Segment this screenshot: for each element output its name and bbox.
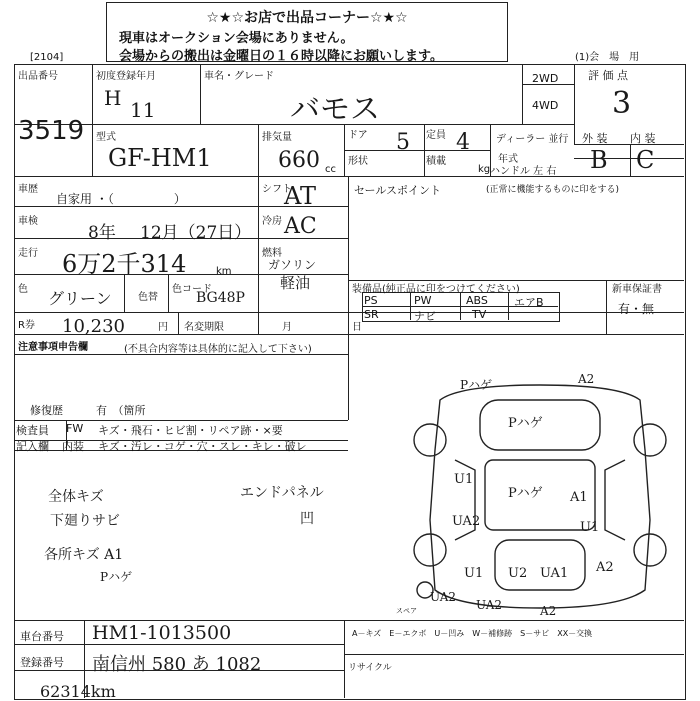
use-label: 自家用 ・（ ） <box>56 192 186 206</box>
shape-label: 形状 <box>348 156 368 167</box>
lot-label: 出品番号 <box>18 71 58 82</box>
seats-value: 4 <box>456 130 470 155</box>
inspection-label: 車検 <box>18 216 38 227</box>
note-6: 凹 <box>300 511 314 527</box>
diagram-mark-15: A2 <box>540 604 557 618</box>
shift-label: シフト <box>262 184 292 195</box>
diagram-mark-11: UA1 <box>540 566 569 581</box>
fuel-label: 燃料 <box>262 248 282 259</box>
mileage-bottom: 62314km <box>40 682 116 701</box>
spare-label: スペア <box>396 607 417 615</box>
diagram-mark-7: U1 <box>580 520 600 535</box>
rating-label: 評 価 点 <box>588 69 628 82</box>
handle-label: ハンドル 左 右 <box>490 166 557 177</box>
diagram-mark-4: U1 <box>454 472 474 487</box>
form-code: [2104] <box>30 52 64 63</box>
name-grade-label: 車名・グレード <box>204 71 274 82</box>
diagram-mark-9: U1 <box>464 566 484 581</box>
km-label: km <box>216 266 232 277</box>
color-code-value: BG48P <box>196 290 245 306</box>
cooling-label: 冷房 <box>262 216 282 227</box>
dealer-label: ディーラー 並行 <box>496 134 569 145</box>
diagram-mark-13: UA2 <box>430 590 457 604</box>
door-label: ドア <box>348 130 368 141</box>
recorder-label: 記入欄 <box>16 440 49 453</box>
fuel-value: ガソリン <box>268 258 317 272</box>
damage-legend: A－キズ E－エクボ U－凹み W－補修跡 S－サビ XX－交換 <box>352 629 593 638</box>
equipment-navi: ナビ <box>414 310 436 323</box>
wd4-label: 4WD <box>532 99 559 112</box>
note-5: エンドパネル <box>240 485 324 501</box>
note-2: 下廻りサビ <box>50 513 120 529</box>
repair-value: 有 （箇所 <box>96 404 146 417</box>
exterior-value: B <box>590 146 608 174</box>
header-line2: 会場からの搬出は金曜日の１６時以降にお願いします。 <box>119 49 443 64</box>
capacity-label: 積載 <box>426 156 446 167</box>
name-change-label: 名変期限 <box>184 322 224 333</box>
inspector-label: 検査員 <box>16 424 49 437</box>
diagram-mark-2: A2 <box>578 372 595 386</box>
warranty-label: 新車保証書 <box>612 284 662 295</box>
chassis-number: HM1-1013500 <box>92 622 232 644</box>
equipment-pw: PW <box>414 294 432 307</box>
chassis-label: 車台番号 <box>20 630 64 643</box>
diagram-mark-3: Pハゲ <box>508 416 543 431</box>
diagram-mark-14: UA2 <box>476 598 503 612</box>
diagram-mark-6: A1 <box>570 490 588 505</box>
note-1: 全体キズ <box>48 489 104 505</box>
venue-label: (1)会 場 用 <box>575 52 640 63</box>
recycle-row-label: リサイクル <box>348 663 392 673</box>
note-3: 各所キズ A1 <box>44 547 124 563</box>
equipment-tv: TV <box>472 308 487 321</box>
displacement-label: 排気量 <box>262 132 292 143</box>
exterior-label: 外 装 <box>582 132 608 145</box>
reg-date-label: 初度登録年月 <box>96 71 156 82</box>
doors-value: 5 <box>396 130 410 155</box>
wd2-label: 2WD <box>532 72 559 85</box>
equipment-label: 装備品(純正品に印をつけてください) <box>352 284 520 295</box>
cooling-value: AC <box>284 214 317 239</box>
era-value: H <box>104 86 122 110</box>
kg-label: kg <box>478 164 491 175</box>
color-no-label: 色替 <box>138 292 158 303</box>
notes-hint: (不具合内容等は具体的に記入して下さい) <box>124 344 312 355</box>
interior-label: 内 装 <box>630 132 656 145</box>
diagram-mark-5: Pハゲ <box>508 486 543 501</box>
header-box <box>106 2 508 62</box>
equipment-sr: SR <box>364 308 379 321</box>
plate-label: 登録番号 <box>20 656 64 669</box>
cc-label: cc <box>325 164 336 175</box>
color-value: グリーン <box>48 289 112 308</box>
day-label: 日 <box>352 322 362 333</box>
rating-value: 3 <box>612 86 632 121</box>
month-label: 月 <box>282 322 292 333</box>
yen-label: 円 <box>158 322 168 333</box>
note-4: Pハゲ <box>100 570 133 584</box>
equipment-ps: PS <box>364 294 378 307</box>
mileage-value: 6万2千314 <box>62 250 187 278</box>
interior-value: C <box>636 146 655 174</box>
equipment-airbag: エアB <box>514 296 544 309</box>
inspection-date: 12月（27日） <box>140 223 252 243</box>
equipment-abs: ABS <box>466 294 488 307</box>
car-name: バモス <box>290 92 380 127</box>
plate-number: 南信州 580 あ 1082 <box>92 654 262 675</box>
diagram-mark-12: U2 <box>508 566 528 581</box>
diagram-mark-8: UA2 <box>452 514 481 529</box>
sales-point-label: セールスポイント <box>354 184 442 197</box>
header-line1: 現車はオークション会場にありません。 <box>119 31 354 46</box>
diagram-mark-1: Pハゲ <box>460 378 493 392</box>
color-label: 色 <box>18 284 28 295</box>
shift-value: AT <box>284 182 317 210</box>
model-value: GF-HM1 <box>108 144 212 172</box>
repair-label: 修復歴 <box>30 404 63 417</box>
defects-interior: キズ・汚レ・コゲ・穴・スレ・キレ・破レ <box>98 440 307 453</box>
seats-label: 定員 <box>426 130 446 141</box>
fuel-value-2: 軽油 <box>280 274 311 292</box>
defects-exterior: キズ・飛石・ヒビ割・リペア跡・×要 <box>98 424 283 437</box>
notes-label: 注意事項申告欄 <box>18 342 88 353</box>
header-title: ☆★☆お店で出品コーナー☆★☆ <box>206 10 408 26</box>
warranty-options: 有・無 <box>618 302 655 316</box>
fw-label: FW <box>66 422 84 435</box>
history-label: 車歴 <box>18 184 38 195</box>
recycle-value: 10,230 <box>62 316 125 337</box>
model-label: 型式 <box>96 132 116 143</box>
inspection-year: 8年 <box>88 223 116 243</box>
diagram-mark-10: A2 <box>596 560 614 575</box>
color-code-label: 色コード <box>172 284 212 295</box>
displacement-value: 660 <box>278 148 320 173</box>
lot-number: 3519 <box>18 116 85 146</box>
year-type-label: 年式 <box>498 154 518 165</box>
sales-note-label: (正常に機能するものに印をする) <box>486 185 620 195</box>
interior-defect-label: 内装 <box>62 440 84 453</box>
year-value: 11 <box>130 98 156 122</box>
recycle-label: R券 <box>18 320 35 331</box>
mileage-label: 走行 <box>18 248 38 259</box>
